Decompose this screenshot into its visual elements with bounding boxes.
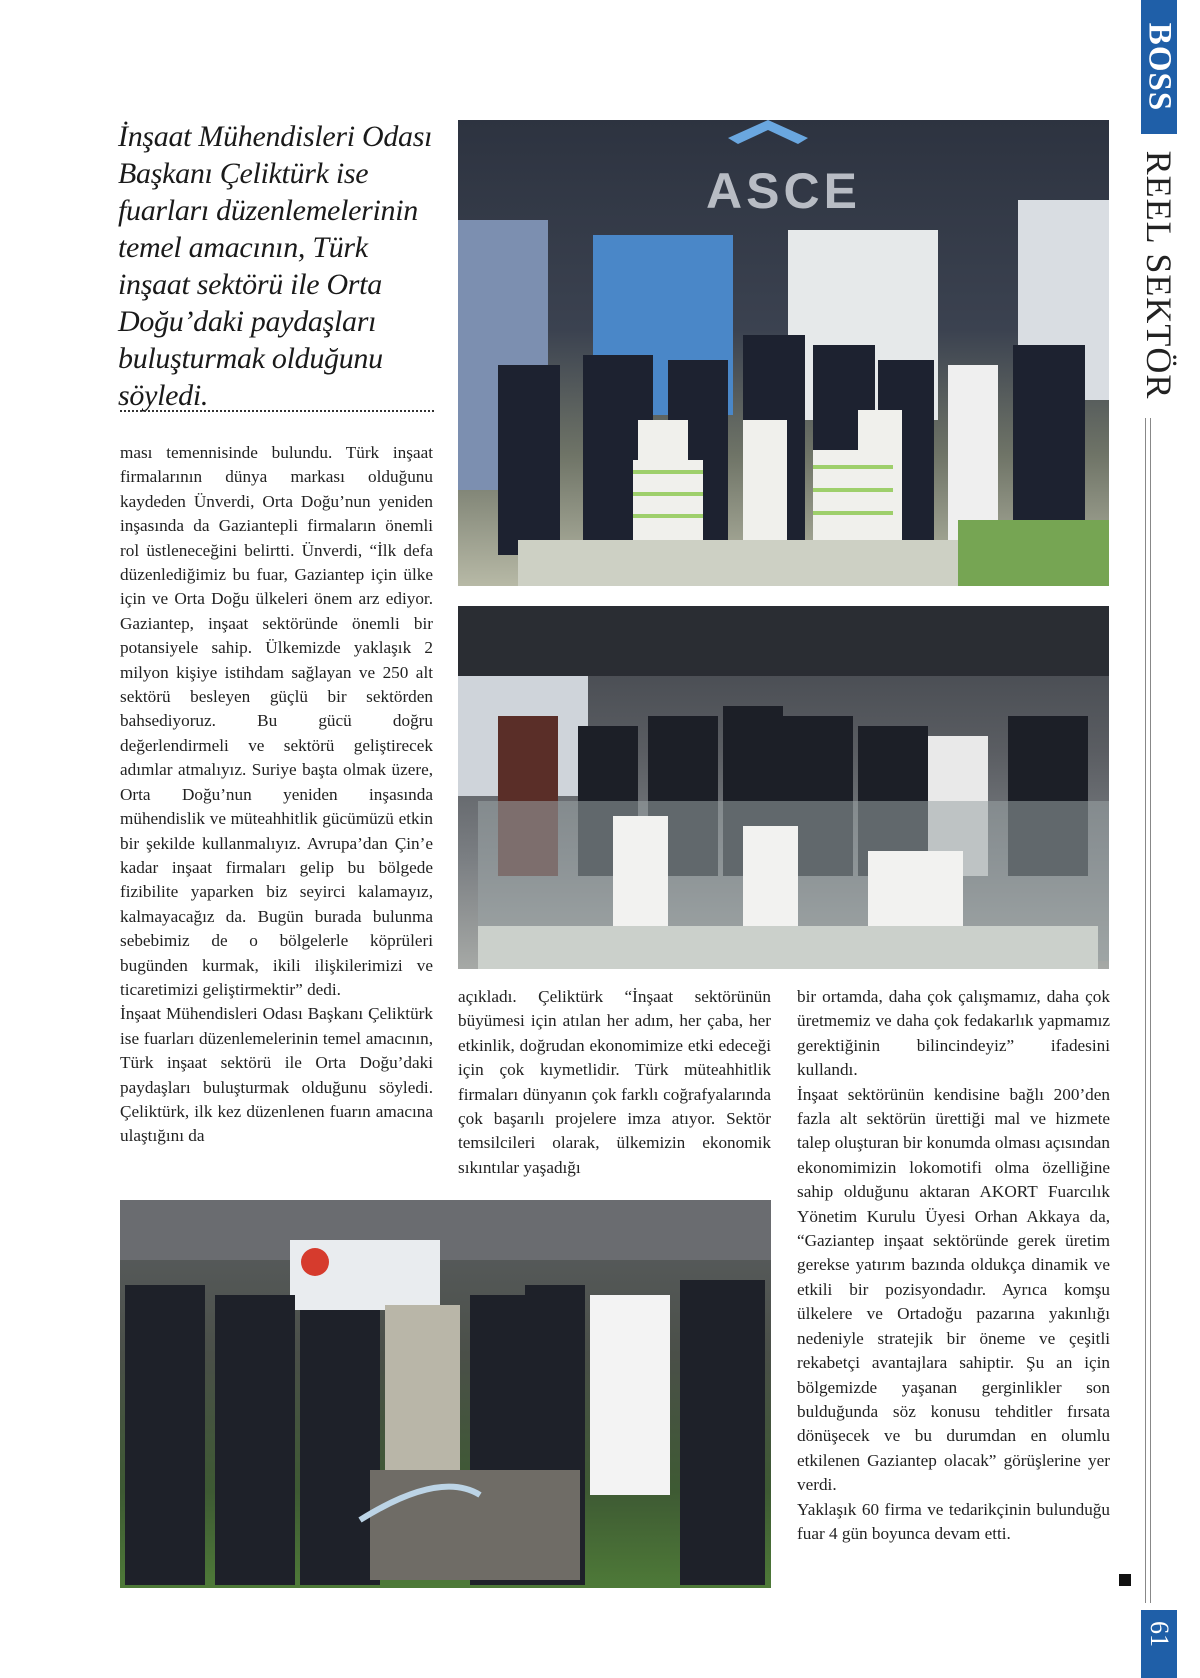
text-column-1	[120, 441, 433, 1149]
paragraph: İnşaat Mühendisleri Odası Başkanı Çeliktürk ise fuarları düzenlemelerinin temel amacının, Türk inşaat sektörü ile Orta Doğu’daki paydaşları buluşturmak olduğunu söyledi. Çeliktürk, ilk kez düzenlenen fuarın amacına ulaştığını da	[120, 1004, 433, 1146]
section-title: REEL SEKTÖR	[1139, 150, 1179, 400]
photo-model-display	[458, 606, 1109, 969]
paragraph: açıkladı. Çeliktürk “İnşaat sektörünün büyümesi için atılan her adım, her çaba, her etkinlik, doğrudan ekonomimize etki edeceği için çok kıymetlidir. Türk müteahhitlik firmaları dünyanın çok farklı coğrafyalarında çok başarılı projelere imza atıyor. Sektör temsilcileri olarak, ülkemizin ekonomik sıkıntılar yaşadığı	[458, 987, 771, 1177]
photo-group-exhibit-illustration	[120, 1200, 771, 1588]
side-rule	[1145, 418, 1151, 1603]
paragraph: ması temennisinde bulundu. Türk inşaat firmalarının dünya markası olduğunu kaydeden Ünverdi, Orta Doğu’nun yeniden inşasında da Gaziantepli firmaların önemli rol üstleneceğini belirtti. Ünverdi, “İlk defa düzenlediğimiz bu fuar, Gaziantep için ülke için ve Orta Doğu ülkeleri önem arz ediyor. Gaziantep, inşaat sektöründe önemli bir potansiyele sahip. Ülkemizde yaklaşık 2 milyon kişiye istihdam sağlayan ve 250 alt sektörü besleyen güçlü bir sektörden bahsediyoruz. Bu gücü doğru değerlendirmeli ve sektörü geliştirecek adımlar atmalıyız. Suriye başta olmak üzere, Orta Doğu’nun yeniden inşasında mühendislik ve müteahhitlik gücümüzü etkin bir şekilde kullanmalıyız. Avrupa’dan Çin’e kadar inşaat firmaları gelip bu bölgede fizibilite yaparken biz seyirci kalamayız, kalmayacağız da. Bugün burada bulunma sebebimiz de o bölgelerle köprüleri bugünden kurmak, ikili ilişkilerimizi ve ticaretimizi geliştirmektir” dedi.	[120, 443, 433, 999]
photo-asce-stand	[458, 120, 1109, 586]
asce-sign: ASCE	[706, 163, 861, 219]
text-column-2	[458, 985, 771, 1180]
paragraph: bir ortamda, daha çok çalışmamız, daha çok üretmemiz ve daha çok fedakarlık yapmamız gerektiğinin bilincindeyiz” ifadesini kullandı.	[797, 987, 1110, 1080]
page-number: 61	[1145, 1621, 1174, 1647]
paragraph: İnşaat sektörünün kendisine bağlı 200’den fazla alt sektörün ürettiği mal ve hizmete talep oluşturan bir konumda olması açısından ekonomimizin lokomotifi olma özelliğine sahip olduğunu aktaran AKORT Fuarcılık Yönetim Kurulu Üyesi Orhan Akkaya da, “Gaziantep inşaat sektöründe gerek üretim gerekse yatırım bazında oldukça dinamik ve etkili bir pozisyondadır. Ayrıca komşu ülkelere ve Ortadoğu pazarına yakınlığı nedeniyle stratejik bir öneme ve çeşitli rekabetçi avantajlara sahiptir. Şu an için bölgemizde yaşanan gerginlikler son bulduğunda söz konusu tehditler fırsata dönüşecek ve bu durumdan en olumlu etkilenen Gaziantep olacak” görüşlerine yer verdi.	[797, 1084, 1110, 1495]
quote-divider	[120, 410, 434, 412]
paragraph: Yaklaşık 60 firma ve tedarikçinin bulunduğu fuar 4 gün boyunca devam etti.	[797, 1499, 1110, 1543]
text-column-3	[797, 985, 1110, 1546]
pull-quote: İnşaat Mühendisleri Odası Başkanı Çeliktürk ise fuarları düzenlemelerinin temel amacının, Türk inşaat sektörü ile Orta Doğu’daki paydaşları buluşturmak olduğunu söyledi.	[118, 120, 433, 412]
end-of-article-mark	[1119, 1574, 1131, 1586]
magazine-brand: BOSS	[1141, 22, 1178, 112]
photo-model-display-illustration	[458, 606, 1109, 969]
photo-group-exhibit	[120, 1200, 771, 1588]
